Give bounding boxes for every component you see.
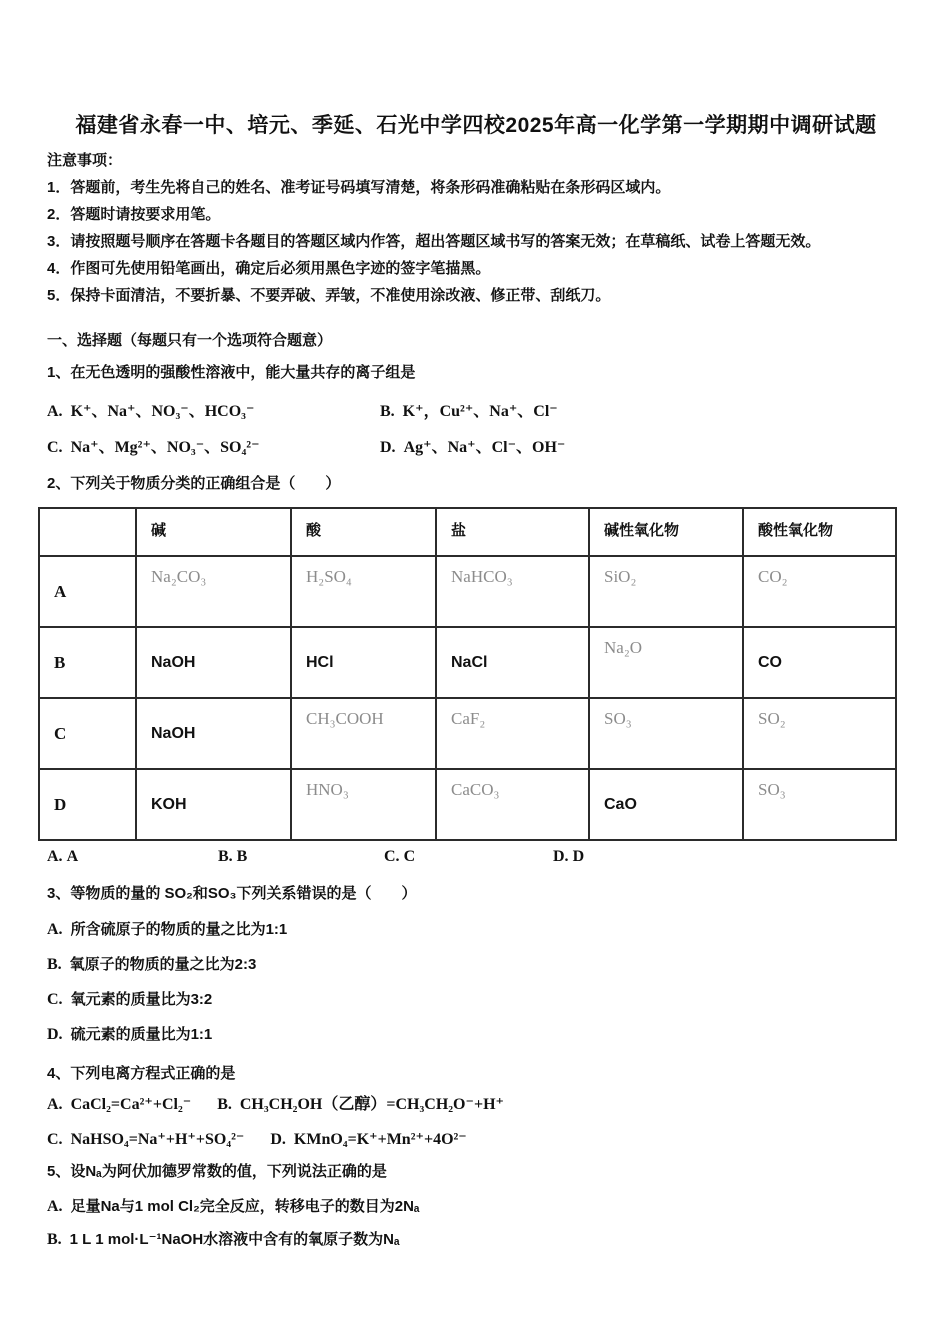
- question-2-option-c: C. C: [384, 848, 416, 865]
- question-2-option-b: B. B: [218, 848, 248, 865]
- question-3-option-a: A. 所含硫原子的物质的量之比为1:1: [47, 921, 288, 938]
- question-1: [47, 360, 905, 463]
- table-row-c: [39, 698, 896, 769]
- row-label: D: [39, 769, 136, 840]
- question-3-option-c: C. 氧元素的质量比为3:2: [47, 991, 213, 1008]
- header-cell-base: 碱: [136, 508, 291, 556]
- table-row-d: [39, 769, 896, 840]
- question-2-answer-options: [47, 848, 905, 866]
- question-3-stem: 3、等物质的量的 SO₂和SO₃下列关系错误的是（ ）: [47, 885, 417, 902]
- question-1-option-a: [47, 398, 380, 421]
- option-letter: D.: [380, 438, 396, 456]
- table-cell: CaO: [589, 769, 743, 840]
- option-formula: K⁺，Cu²⁺、Na⁺、Cl⁻: [402, 402, 558, 420]
- question-4-option-d: D. KMnO₄=K⁺+Mn²⁺+4O²⁻: [270, 1131, 467, 1148]
- table-cell: NaOH: [136, 627, 291, 698]
- section-1-heading: 一、选择题（每题只有一个选项符合题意）: [47, 332, 333, 349]
- notice-heading: 注意事项：: [47, 152, 123, 169]
- question-1-option-b: [380, 398, 905, 421]
- question-1-option-d: [380, 434, 905, 457]
- question-2-stem: 2、下列关于物质分类的正确组合是（ ）: [47, 475, 341, 492]
- option-formula: K⁺、Na⁺、NO₃⁻、HCO₃⁻: [70, 402, 255, 420]
- question-4-option-b: B. CH₃CH₂OH（乙醇）=CH₃CH₂O⁻+H⁺: [217, 1096, 504, 1113]
- table-cell: HCl: [291, 627, 436, 698]
- row-label: C: [39, 698, 136, 769]
- table-cell: SO₃: [743, 769, 896, 840]
- question-4-options-row-1: [47, 1087, 905, 1122]
- notice-item-2: 2．答题时请按要求用笔。: [47, 206, 221, 223]
- question-2: [47, 471, 905, 866]
- table-cell: CaF₂: [436, 698, 589, 769]
- question-4-option-c: C. NaHSO₄=Na⁺+H⁺+SO₄²⁻: [47, 1131, 245, 1148]
- header-cell-salt: 盐: [436, 508, 589, 556]
- table-cell: Na₂CO₃: [136, 556, 291, 627]
- notice-item-3: 3．请按照题号顺序在答题卡各题目的答题区域内作答，超出答题区域书写的答案无效；在草稿纸、试卷上答题无效。: [47, 233, 821, 250]
- table-cell: CH₃COOH: [291, 698, 436, 769]
- question-1-option-c: [47, 434, 380, 457]
- question-5: [47, 1159, 905, 1256]
- question-5-options: [47, 1190, 905, 1256]
- question-3-option-d: D. 硫元素的质量比为1:1: [47, 1026, 213, 1043]
- table-cell: KOH: [136, 769, 291, 840]
- notice-item-5: 5．保持卡面清洁，不要折暴、不要弄破、弄皱，不准使用涂改液、修正带、刮纸刀。: [47, 287, 611, 304]
- row-label: B: [39, 627, 136, 698]
- table-cell: H₂SO₄: [291, 556, 436, 627]
- question-5-option-b: B. 1 L 1 mol·L⁻¹NaOH水溶液中含有的氧原子数为Nₐ: [47, 1231, 400, 1248]
- question-4: [47, 1061, 905, 1157]
- notice-item-1: 1．答题前，考生先将自己的姓名、准考证号码填写清楚，将条形码准确粘贴在条形码区域内。: [47, 179, 671, 196]
- question-3: [47, 881, 905, 1052]
- table-cell: NaHCO₃: [436, 556, 589, 627]
- table-cell: SO₃: [589, 698, 743, 769]
- question-2-option-a: A. A: [47, 848, 79, 865]
- table-cell: SO₂: [743, 698, 896, 769]
- table-row-a: [39, 556, 896, 627]
- question-3-option-b: B. 氧原子的物质的量之比为2:3: [47, 956, 257, 973]
- table-header-row: [39, 508, 896, 556]
- table-row-b: [39, 627, 896, 698]
- question-5-stem: 5、设Nₐ为阿伏加德罗常数的值，下列说法正确的是: [47, 1163, 387, 1180]
- question-4-option-a: A. CaCl₂=Ca²⁺+Cl₂⁻: [47, 1096, 192, 1113]
- option-letter: B.: [380, 402, 395, 420]
- table-cell: HNO₃: [291, 769, 436, 840]
- question-4-stem: 4、下列电离方程式正确的是: [47, 1065, 236, 1082]
- exam-title: 福建省永春一中、培元、季延、石光中学四校2025年高一化学第一学期期中调研试题: [75, 114, 877, 137]
- table-cell: Na₂O: [589, 627, 743, 698]
- question-2-option-d: D. D: [553, 848, 585, 865]
- row-label: A: [39, 556, 136, 627]
- question-1-stem: 1、在无色透明的强酸性溶液中，能大量共存的离子组是: [47, 364, 416, 381]
- option-formula: Ag⁺、Na⁺、Cl⁻、OH⁻: [403, 438, 566, 456]
- option-letter: C.: [47, 438, 63, 456]
- table-cell: NaCl: [436, 627, 589, 698]
- table-cell: CO: [743, 627, 896, 698]
- table-cell: SiO₂: [589, 556, 743, 627]
- question-5-option-a: A. 足量Na与1 mol Cl₂完全反应，转移电子的数目为2Nₐ: [47, 1198, 420, 1215]
- header-cell-empty: [39, 508, 136, 556]
- table-cell: CO₂: [743, 556, 896, 627]
- header-cell-basic-oxide: 碱性氧化物: [589, 508, 743, 556]
- option-formula: Na⁺、Mg²⁺、NO₃⁻、SO₄²⁻: [70, 438, 260, 456]
- notice-item-4: 4．作图可先使用铅笔画出，确定后必须用黑色字迹的签字笔描黑。: [47, 260, 491, 277]
- option-letter: A.: [47, 402, 63, 420]
- classification-table: [38, 507, 897, 841]
- question-4-options-row-2: [47, 1122, 905, 1157]
- header-cell-acid: 酸: [291, 508, 436, 556]
- table-cell: CaCO₃: [436, 769, 589, 840]
- question-1-options: [47, 391, 905, 463]
- header-cell-acidic-oxide: 酸性氧化物: [743, 508, 896, 556]
- table-cell: NaOH: [136, 698, 291, 769]
- question-3-options: [47, 912, 905, 1052]
